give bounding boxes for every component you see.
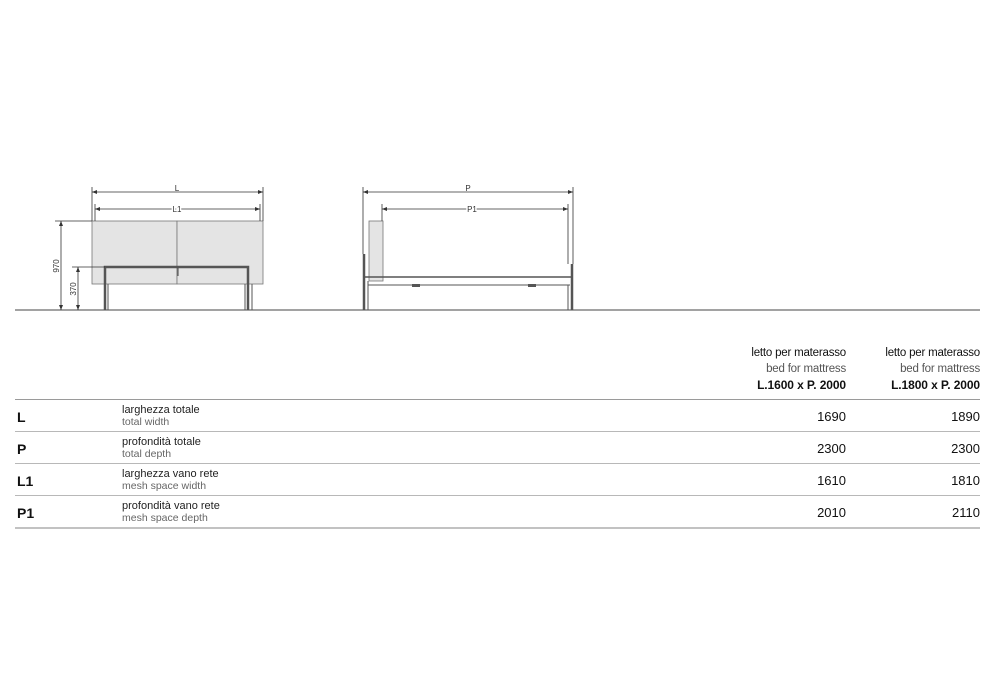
column-header-size: L.1800 x P. 2000 <box>891 378 980 392</box>
dim-970-label: 970 <box>52 259 61 273</box>
bed-technical-drawing <box>0 0 1000 320</box>
row-desc-english: mesh space width <box>122 480 207 492</box>
dim-l1-label: L1 <box>172 205 182 214</box>
dim-p-label: P <box>465 184 471 193</box>
row-value-1600: 1610 <box>817 473 846 488</box>
dim-l-label: L <box>174 184 180 193</box>
column-header-line2: bed for mattress <box>900 363 980 375</box>
dim-p1-label: P1 <box>467 205 477 214</box>
row-description <box>122 436 201 460</box>
column-header-1800 <box>885 345 980 393</box>
row-desc-english: total depth <box>122 448 172 460</box>
row-code: L1 <box>17 473 34 489</box>
row-desc-english: total width <box>122 416 170 428</box>
row-value-1800: 2110 <box>952 505 980 520</box>
column-header-1600 <box>751 345 846 393</box>
table-row <box>15 464 980 496</box>
dim-370-label: 370 <box>69 282 78 296</box>
row-desc-italian: larghezza totale <box>122 404 200 416</box>
column-header-size: L.1600 x P. 2000 <box>757 378 846 392</box>
row-value-1800: 1810 <box>951 473 980 488</box>
column-header-line1: letto per materasso <box>885 347 980 359</box>
table-row <box>15 400 980 432</box>
row-value-1600: 2010 <box>817 505 846 520</box>
front-view <box>52 184 263 310</box>
row-value-1600: 2300 <box>817 441 846 456</box>
side-view <box>363 184 573 310</box>
table-body <box>15 400 980 529</box>
row-code: P <box>17 441 27 457</box>
row-desc-italian: profondità totale <box>122 436 201 448</box>
column-header-line1: letto per materasso <box>751 347 846 359</box>
table-row <box>15 496 980 529</box>
dimensions-table <box>15 345 980 529</box>
row-code: P1 <box>17 505 35 521</box>
table-row <box>15 432 980 464</box>
row-desc-english: mesh space depth <box>122 512 208 524</box>
column-header-line2: bed for mattress <box>766 363 846 375</box>
row-desc-italian: larghezza vano rete <box>122 468 219 480</box>
row-description <box>122 500 220 524</box>
row-description <box>122 468 219 492</box>
row-description <box>122 404 200 428</box>
row-desc-italian: profondità vano rete <box>122 500 220 512</box>
row-value-1600: 1690 <box>817 409 846 424</box>
row-value-1800: 1890 <box>951 409 980 424</box>
row-value-1800: 2300 <box>951 441 980 456</box>
table-header <box>15 345 980 399</box>
row-code: L <box>17 409 26 425</box>
